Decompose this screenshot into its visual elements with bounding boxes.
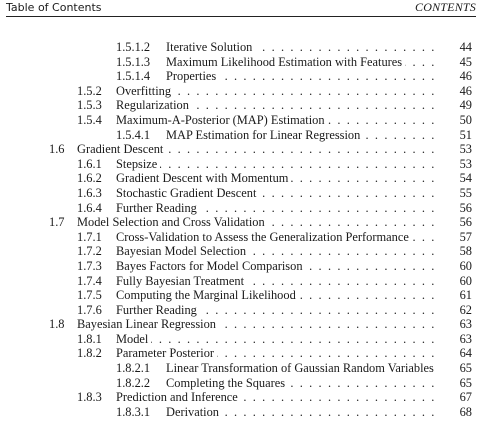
toc-entry-number: 1.7.5 bbox=[77, 288, 102, 303]
toc-entry-title-text: Bayesian Linear Regression bbox=[77, 317, 219, 331]
toc-entry-title-text: Gradient Descent with Momentum bbox=[116, 171, 291, 185]
toc-entry-number: 1.8.2 bbox=[77, 346, 102, 361]
running-header bbox=[6, 0, 476, 17]
toc-entry-page: 68 bbox=[459, 404, 472, 419]
toc-entry[interactable] bbox=[0, 113, 480, 128]
toc-entry-title bbox=[116, 201, 436, 216]
toc-entry-number: 1.7 bbox=[49, 215, 65, 230]
toc-entry-number: 1.5.1.2 bbox=[116, 40, 151, 54]
toc-entry-title-text: Further Reading bbox=[116, 201, 200, 215]
toc-entry-number: 1.5.4.1 bbox=[116, 127, 151, 142]
toc-entry-page: 53 bbox=[459, 142, 472, 157]
toc-entry-title-text: Prediction and Inference bbox=[116, 390, 241, 404]
toc-entry[interactable] bbox=[0, 171, 480, 186]
toc-entry-number: 1.7.1 bbox=[77, 229, 102, 244]
toc-entry[interactable] bbox=[0, 40, 480, 55]
toc-entry[interactable] bbox=[0, 84, 480, 99]
toc-entry-title-text: Parameter Posterior bbox=[116, 346, 217, 360]
toc-entry[interactable] bbox=[0, 303, 480, 318]
toc-entry-page: 63 bbox=[459, 331, 472, 346]
toc-entry[interactable] bbox=[0, 98, 480, 113]
toc-entry-title-text: Model bbox=[116, 332, 151, 346]
toc-entry[interactable] bbox=[0, 274, 480, 289]
toc-entry[interactable] bbox=[0, 346, 480, 361]
header-left-title: Table of Contents bbox=[6, 1, 102, 14]
toc-entry-page: 56 bbox=[459, 200, 472, 215]
toc-entry-number: 1.5.1.3 bbox=[116, 54, 151, 69]
toc-entry-title bbox=[116, 84, 436, 99]
toc-entry-page: 46 bbox=[459, 83, 472, 98]
toc-entry-title-text: Gradient Descent bbox=[77, 142, 166, 156]
toc-entry-title bbox=[116, 274, 436, 289]
toc-entry-title bbox=[166, 55, 436, 70]
toc-entry-title bbox=[166, 128, 436, 143]
toc-entry-page: 54 bbox=[459, 171, 472, 186]
toc-entry-title-text: Iterative Solution bbox=[166, 40, 255, 54]
toc-entry-page: 46 bbox=[459, 69, 472, 84]
toc-entry-page: 58 bbox=[459, 244, 472, 259]
toc-entry-title-text: Overfitting bbox=[116, 84, 174, 98]
toc-entry-title-text: Properties bbox=[166, 69, 219, 83]
toc-entry-number: 1.8.2.2 bbox=[116, 375, 151, 390]
toc-entry-title bbox=[77, 215, 436, 230]
toc-entry-page: 49 bbox=[459, 98, 472, 113]
toc-entry-title-text: Cross-Validation to Assess the Generalization Performance bbox=[116, 230, 412, 244]
toc-entry-title-text: Maximum Likelihood Estimation with Features bbox=[166, 55, 405, 69]
toc-entry[interactable] bbox=[0, 157, 480, 172]
toc-entry-title bbox=[116, 157, 436, 172]
toc-entry-number: 1.8.3.1 bbox=[116, 404, 151, 419]
toc-entry[interactable] bbox=[0, 128, 480, 143]
toc-entry-page: 65 bbox=[459, 361, 472, 376]
toc-entry-title bbox=[116, 390, 436, 405]
toc-entry-number: 1.6.1 bbox=[77, 156, 102, 171]
toc-entry-number: 1.7.4 bbox=[77, 273, 102, 288]
toc-entry-number: 1.7.2 bbox=[77, 244, 102, 259]
toc-entry-title bbox=[166, 69, 436, 84]
toc-entry-page: 44 bbox=[459, 40, 472, 54]
toc-entry-number: 1.8.2.1 bbox=[116, 361, 151, 376]
toc-entry-page: 62 bbox=[459, 302, 472, 317]
toc-entry-number: 1.6.2 bbox=[77, 171, 102, 186]
toc-entry-page: 60 bbox=[459, 273, 472, 288]
toc-entry-number: 1.8 bbox=[49, 317, 65, 332]
toc-entry-title bbox=[77, 317, 436, 332]
toc-entry-page: 55 bbox=[459, 185, 472, 200]
toc-entry-title bbox=[166, 405, 436, 420]
toc-entry-title-text: Bayes Factors for Model Comparison bbox=[116, 259, 306, 273]
toc-entry-title-text: Further Reading bbox=[116, 303, 200, 317]
toc-entry-title bbox=[116, 346, 436, 361]
toc-entry-title bbox=[116, 98, 436, 113]
toc-entry-page: 50 bbox=[459, 112, 472, 127]
toc-entry-title-text: Computing the Marginal Likelihood bbox=[116, 288, 299, 302]
toc-entry-page: 65 bbox=[459, 375, 472, 390]
toc-entry-page: 67 bbox=[459, 390, 472, 405]
toc-entry-number: 1.8.1 bbox=[77, 331, 102, 346]
toc-entry[interactable] bbox=[0, 390, 480, 405]
toc-entry-title bbox=[116, 288, 436, 303]
toc-entry[interactable] bbox=[0, 186, 480, 201]
toc-entry[interactable] bbox=[0, 405, 480, 420]
toc-entry-number: 1.5.1.4 bbox=[116, 69, 151, 84]
toc-entry[interactable] bbox=[0, 361, 480, 376]
toc-entry-page: 63 bbox=[459, 317, 472, 332]
toc-entry[interactable] bbox=[0, 317, 480, 332]
toc-entry-page: 60 bbox=[459, 258, 472, 273]
toc-entry-title bbox=[166, 40, 436, 55]
toc-entry[interactable] bbox=[0, 55, 480, 70]
toc-entry-title bbox=[116, 230, 436, 245]
toc-entry-title-text: Completing the Squares bbox=[166, 376, 288, 390]
toc-entry-number: 1.5.3 bbox=[77, 98, 102, 113]
toc-entry-title bbox=[116, 259, 436, 274]
toc-entry-page: 61 bbox=[459, 288, 472, 303]
toc-entry-number: 1.5.4 bbox=[77, 112, 102, 127]
toc-entry-number: 1.6 bbox=[49, 142, 65, 157]
toc-entry-title-text: Regularization bbox=[116, 98, 192, 112]
toc-entry-page: 57 bbox=[459, 229, 472, 244]
toc-entry[interactable] bbox=[0, 201, 480, 216]
toc-entry-number: 1.7.6 bbox=[77, 302, 102, 317]
toc-entry-number: 1.6.4 bbox=[77, 200, 102, 215]
toc-entry-title bbox=[116, 244, 436, 259]
toc-entry-title bbox=[116, 303, 436, 318]
toc-entry-title-text: Stochastic Gradient Descent bbox=[116, 186, 259, 200]
toc-entry-title-text: Stepsize bbox=[116, 157, 160, 171]
toc-entry-title-text: Derivation bbox=[166, 405, 222, 419]
toc-entry-number: 1.5.2 bbox=[77, 83, 102, 98]
toc-entry-title-text: Fully Bayesian Treatment bbox=[116, 274, 247, 288]
toc-entry-title bbox=[166, 361, 436, 376]
toc-entry-title bbox=[116, 186, 436, 201]
toc-entry-number: 1.7.3 bbox=[77, 258, 102, 273]
toc-entry-page: 51 bbox=[459, 127, 472, 142]
toc-entry[interactable] bbox=[0, 69, 480, 84]
toc-entry[interactable] bbox=[0, 244, 480, 259]
toc-entry[interactable] bbox=[0, 376, 480, 391]
header-right-title: CONTENTS bbox=[415, 0, 476, 14]
toc-entry-title bbox=[166, 376, 436, 391]
toc-entry[interactable] bbox=[0, 215, 480, 230]
toc-entry-page: 53 bbox=[459, 156, 472, 171]
toc-entry-title bbox=[116, 332, 436, 347]
toc-entry[interactable] bbox=[0, 288, 480, 303]
toc-entry[interactable] bbox=[0, 230, 480, 245]
toc-entry-title-text: Maximum-A-Posterior (MAP) Estimation bbox=[116, 113, 328, 127]
table-of-contents bbox=[0, 40, 480, 419]
toc-entry[interactable] bbox=[0, 332, 480, 347]
toc-entry-title-text: MAP Estimation for Linear Regression bbox=[166, 128, 363, 142]
toc-entry-page: 64 bbox=[459, 346, 472, 361]
toc-entry-page: 45 bbox=[459, 54, 472, 69]
toc-entry-title-text: Bayesian Model Selection bbox=[116, 244, 249, 258]
toc-entry-number: 1.8.3 bbox=[77, 390, 102, 405]
toc-entry-title bbox=[77, 142, 436, 157]
toc-entry[interactable] bbox=[0, 142, 480, 157]
toc-entry-title-text: Model Selection and Cross Validation bbox=[77, 215, 268, 229]
toc-entry[interactable] bbox=[0, 259, 480, 274]
toc-entry-number: 1.6.3 bbox=[77, 185, 102, 200]
toc-entry-title bbox=[116, 171, 436, 186]
toc-entry-page: 56 bbox=[459, 215, 472, 230]
toc-entry-title-text: Linear Transformation of Gaussian Random Variables bbox=[166, 361, 436, 375]
toc-entry-title bbox=[116, 113, 436, 128]
